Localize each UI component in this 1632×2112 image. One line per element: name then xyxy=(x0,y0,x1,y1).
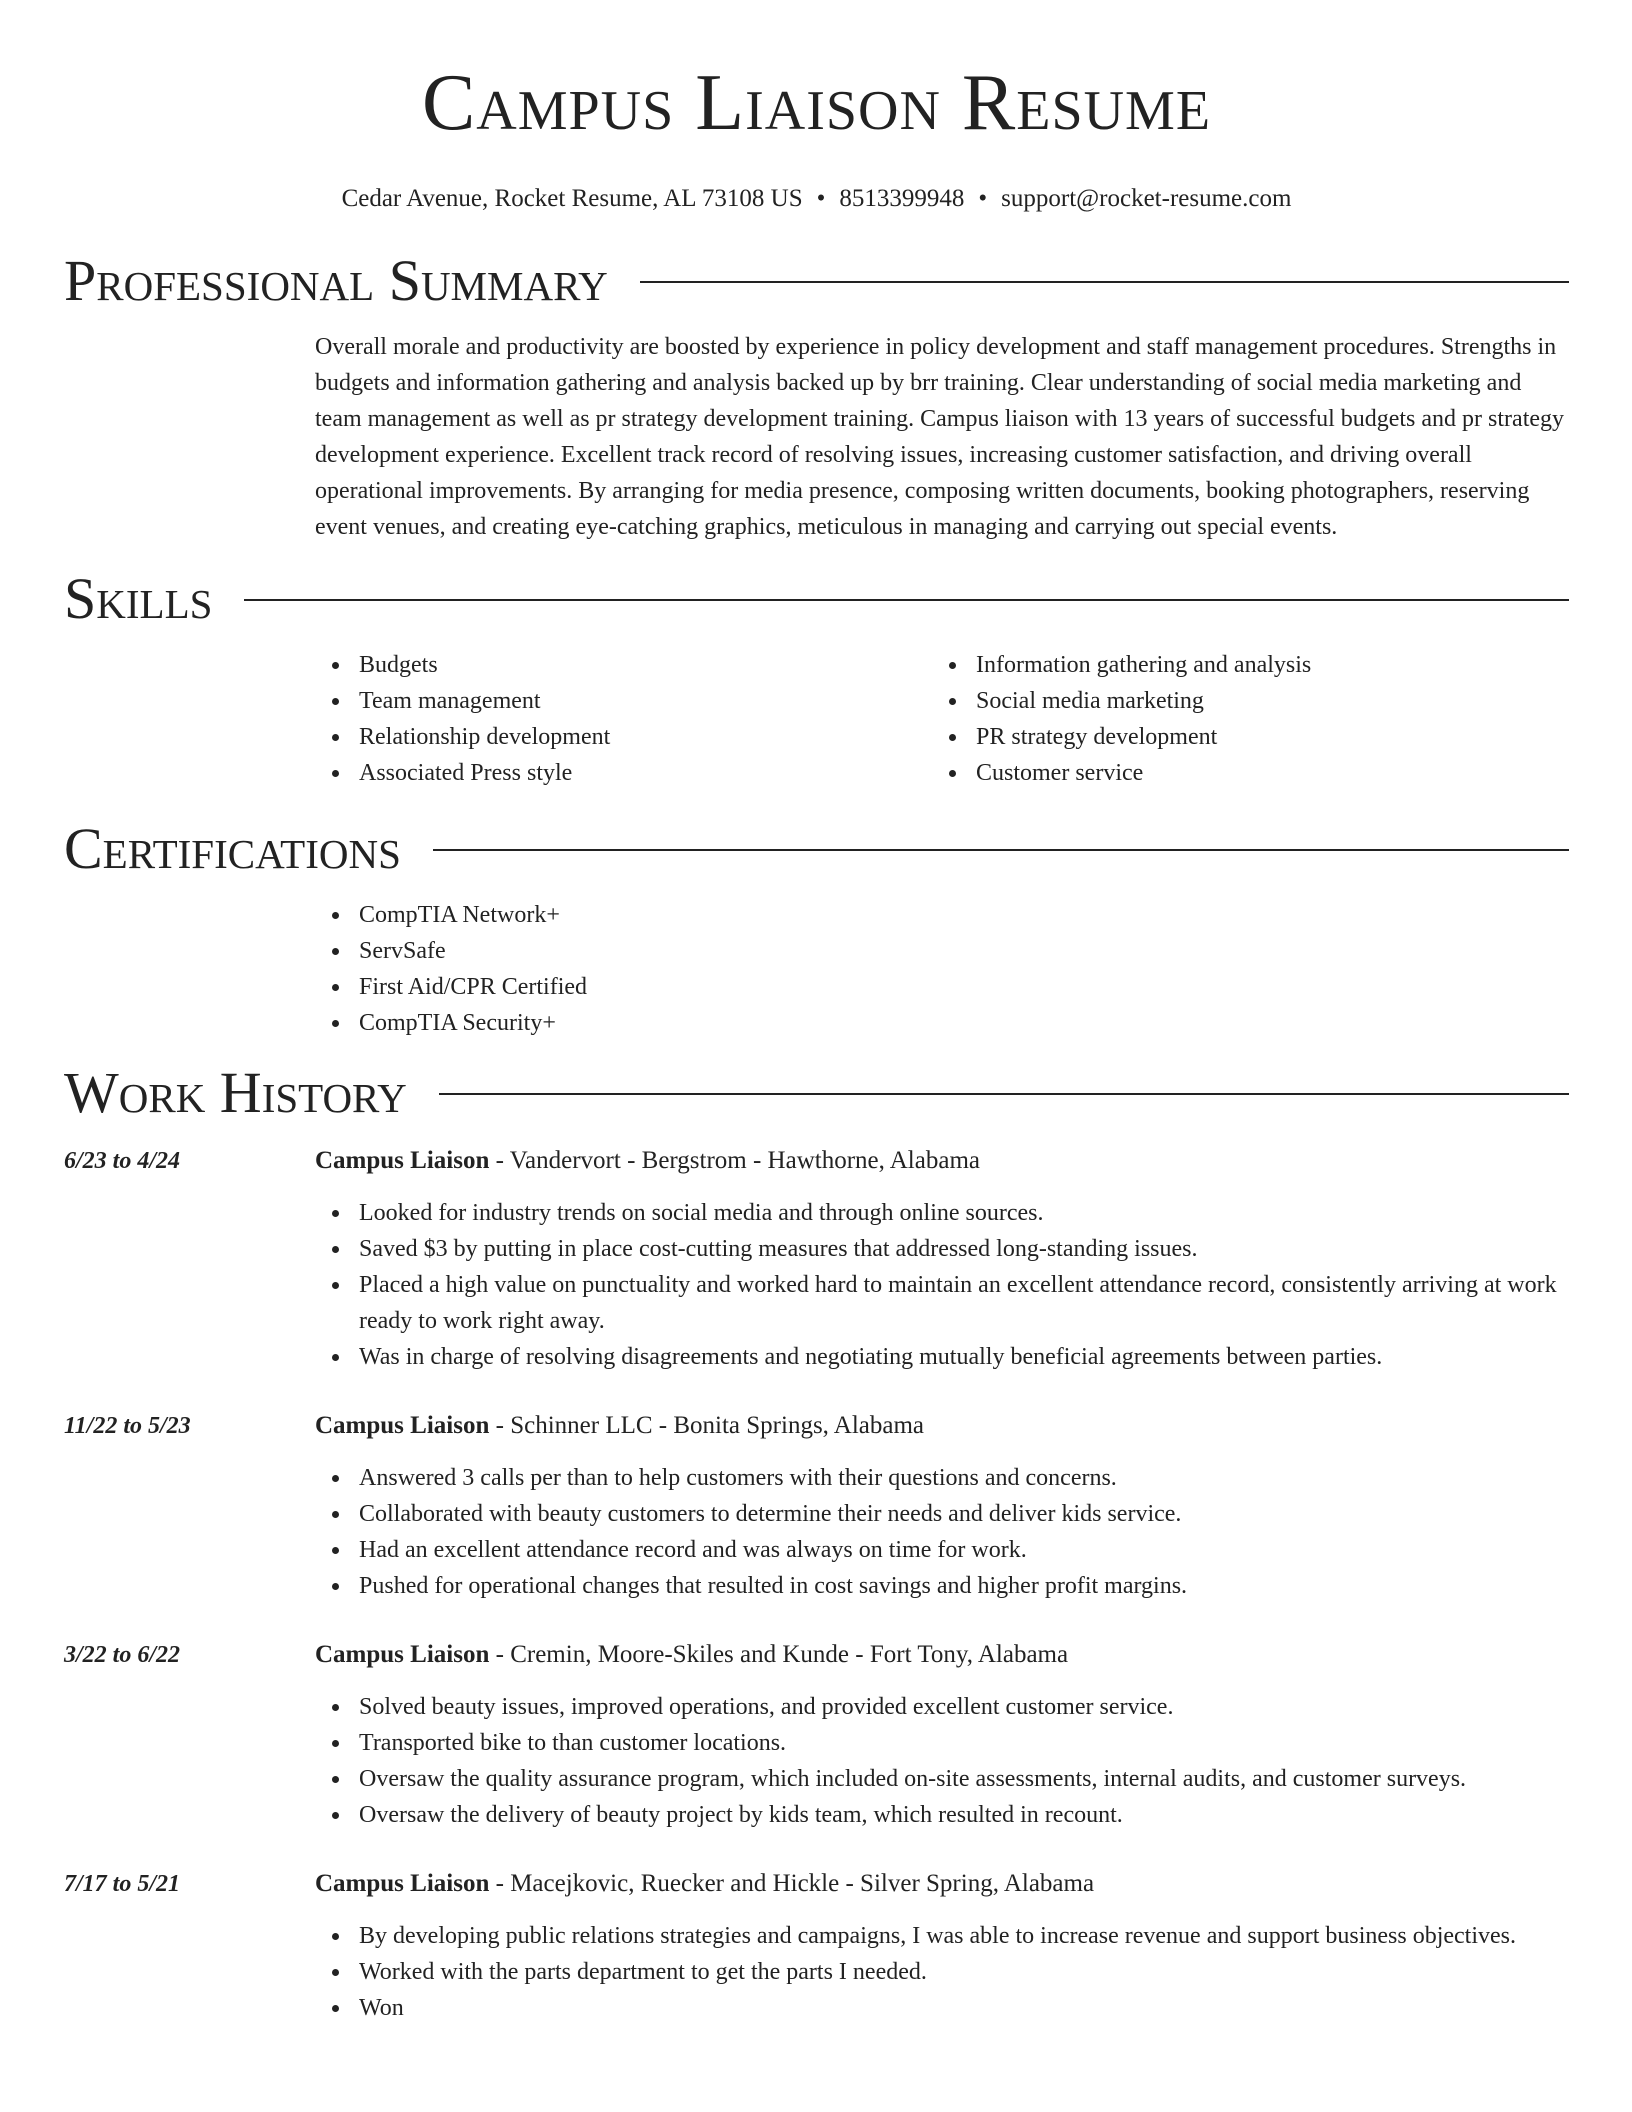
job-dates: 7/17 to 5/21 xyxy=(64,1871,181,1897)
skill-item: Associated Press style xyxy=(359,755,932,791)
job-title: Campus Liaison xyxy=(315,1147,490,1174)
job-entry xyxy=(64,1143,1569,1375)
contact-address: Cedar Avenue, Rocket Resume, AL 73108 US xyxy=(341,185,803,212)
section-divider xyxy=(439,1093,1569,1095)
job-bullet: Placed a high value on punctuality and worked hard to maintain an excellent attendance record, consistently arriving at work ready to work right away. xyxy=(359,1267,1569,1339)
contact-email: support@rocket-resume.com xyxy=(1001,185,1292,212)
job-bullet: Collaborated with beauty customers to determine their needs and deliver kids service. xyxy=(359,1496,1569,1532)
section-divider xyxy=(433,849,1569,851)
job-dates: 6/23 to 4/24 xyxy=(64,1148,181,1174)
skills-column-right xyxy=(932,647,1549,791)
certifications-section-title: Certifications xyxy=(64,816,401,881)
work-history-section-title: Work History xyxy=(64,1060,407,1125)
skill-item: Customer service xyxy=(976,755,1549,791)
summary-section-title: Professional Summary xyxy=(64,248,608,313)
summary-text: Overall morale and productivity are boosted by experience in policy development and staff management procedures. Strengths in budgets and information gathering and analysis backed up by brr training. Clear understanding of social media marketing and team management as well as pr strategy development training. Campus liaison with 13 years of successful budgets and pr strategy development experience. Excellent track record of resolving issues, increasing customer satisfaction, and driving overall operational improvements. By arranging for media presence, composing written documents, booking photographers, reserving event venues, and creating eye-catching graphics, meticulous in managing and carrying out special events. xyxy=(315,334,1565,540)
certification-item: First Aid/CPR Certified xyxy=(359,969,1569,1005)
job-body xyxy=(315,1866,1569,2026)
skill-item: Team management xyxy=(359,683,932,719)
skills-list xyxy=(315,647,1569,791)
skills-column-left xyxy=(315,647,932,791)
job-dates: 3/22 to 6/22 xyxy=(64,1642,181,1668)
certifications-list xyxy=(315,897,1569,1041)
job-entry xyxy=(64,1408,1569,1604)
skills-section-title: Skills xyxy=(64,566,213,631)
job-title: Campus Liaison xyxy=(315,1641,490,1668)
job-bullet: Answered 3 calls per than to help customers with their questions and concerns. xyxy=(359,1460,1569,1496)
job-bullet: Pushed for operational changes that resulted in cost savings and higher profit margins. xyxy=(359,1568,1569,1604)
job-employer: - Schinner LLC - Bonita Springs, Alabama xyxy=(489,1412,925,1439)
resume-name: Campus Liaison Resume xyxy=(421,59,1212,147)
skill-item: Information gathering and analysis xyxy=(976,647,1549,683)
certification-item: CompTIA Security+ xyxy=(359,1005,1569,1041)
job-bullet: Worked with the parts department to get the parts I needed. xyxy=(359,1954,1569,1990)
skill-item: PR strategy development xyxy=(976,719,1549,755)
certifications-section-header xyxy=(64,817,1569,881)
job-title: Campus Liaison xyxy=(315,1870,490,1897)
job-bullet: Oversaw the quality assurance program, which included on-site assessments, internal audits, and customer surveys. xyxy=(359,1761,1569,1797)
certification-item: CompTIA Network+ xyxy=(359,897,1569,933)
work-history-section-header xyxy=(64,1061,1569,1125)
skill-item: Relationship development xyxy=(359,719,932,755)
summary-body xyxy=(315,329,1569,545)
job-bullet: Solved beauty issues, improved operations, and provided excellent customer service. xyxy=(359,1689,1569,1725)
job-entry xyxy=(64,1637,1569,1833)
skills-section-header xyxy=(64,567,1569,631)
skill-item: Social media marketing xyxy=(976,683,1549,719)
skill-item: Budgets xyxy=(359,647,932,683)
job-body xyxy=(315,1637,1569,1833)
job-bullet: Looked for industry trends on social media and through online sources. xyxy=(359,1195,1569,1231)
job-heading xyxy=(315,1637,1569,1673)
contact-separator: • xyxy=(816,185,826,212)
job-dates: 11/22 to 5/23 xyxy=(64,1413,191,1439)
job-employer: - Cremin, Moore-Skiles and Kunde - Fort Tony, Alabama xyxy=(489,1641,1069,1668)
job-bullet: Won xyxy=(359,1990,1569,2026)
job-bullet: Was in charge of resolving disagreements and negotiating mutually beneficial agreements between parties. xyxy=(359,1339,1569,1375)
job-entry xyxy=(64,1866,1569,2026)
job-body xyxy=(315,1143,1569,1375)
job-heading xyxy=(315,1866,1569,1902)
job-employer: - Vandervort - Bergstrom - Hawthorne, Alabama xyxy=(489,1147,980,1174)
resume-page xyxy=(64,0,1569,2026)
job-bullet: Oversaw the delivery of beauty project by kids team, which resulted in recount. xyxy=(359,1797,1569,1833)
job-bullet: By developing public relations strategies and campaigns, I was able to increase revenue and support business objectives. xyxy=(359,1918,1569,1954)
section-divider xyxy=(640,281,1569,283)
job-bullet: Had an excellent attendance record and was always on time for work. xyxy=(359,1532,1569,1568)
summary-section-header xyxy=(64,249,1569,313)
job-heading xyxy=(315,1143,1569,1179)
section-divider xyxy=(244,599,1569,601)
job-body xyxy=(315,1408,1569,1604)
contact-line xyxy=(64,182,1569,216)
job-bullet: Saved $3 by putting in place cost-cutting measures that addressed long-standing issues. xyxy=(359,1231,1569,1267)
contact-phone: 8513399948 xyxy=(839,185,965,212)
contact-separator: • xyxy=(978,185,988,212)
job-employer: - Macejkovic, Ruecker and Hickle - Silver Spring, Alabama xyxy=(489,1870,1095,1897)
job-title: Campus Liaison xyxy=(315,1412,490,1439)
job-heading xyxy=(315,1408,1569,1444)
certification-item: ServSafe xyxy=(359,933,1569,969)
job-bullet: Transported bike to than customer locations. xyxy=(359,1725,1569,1761)
